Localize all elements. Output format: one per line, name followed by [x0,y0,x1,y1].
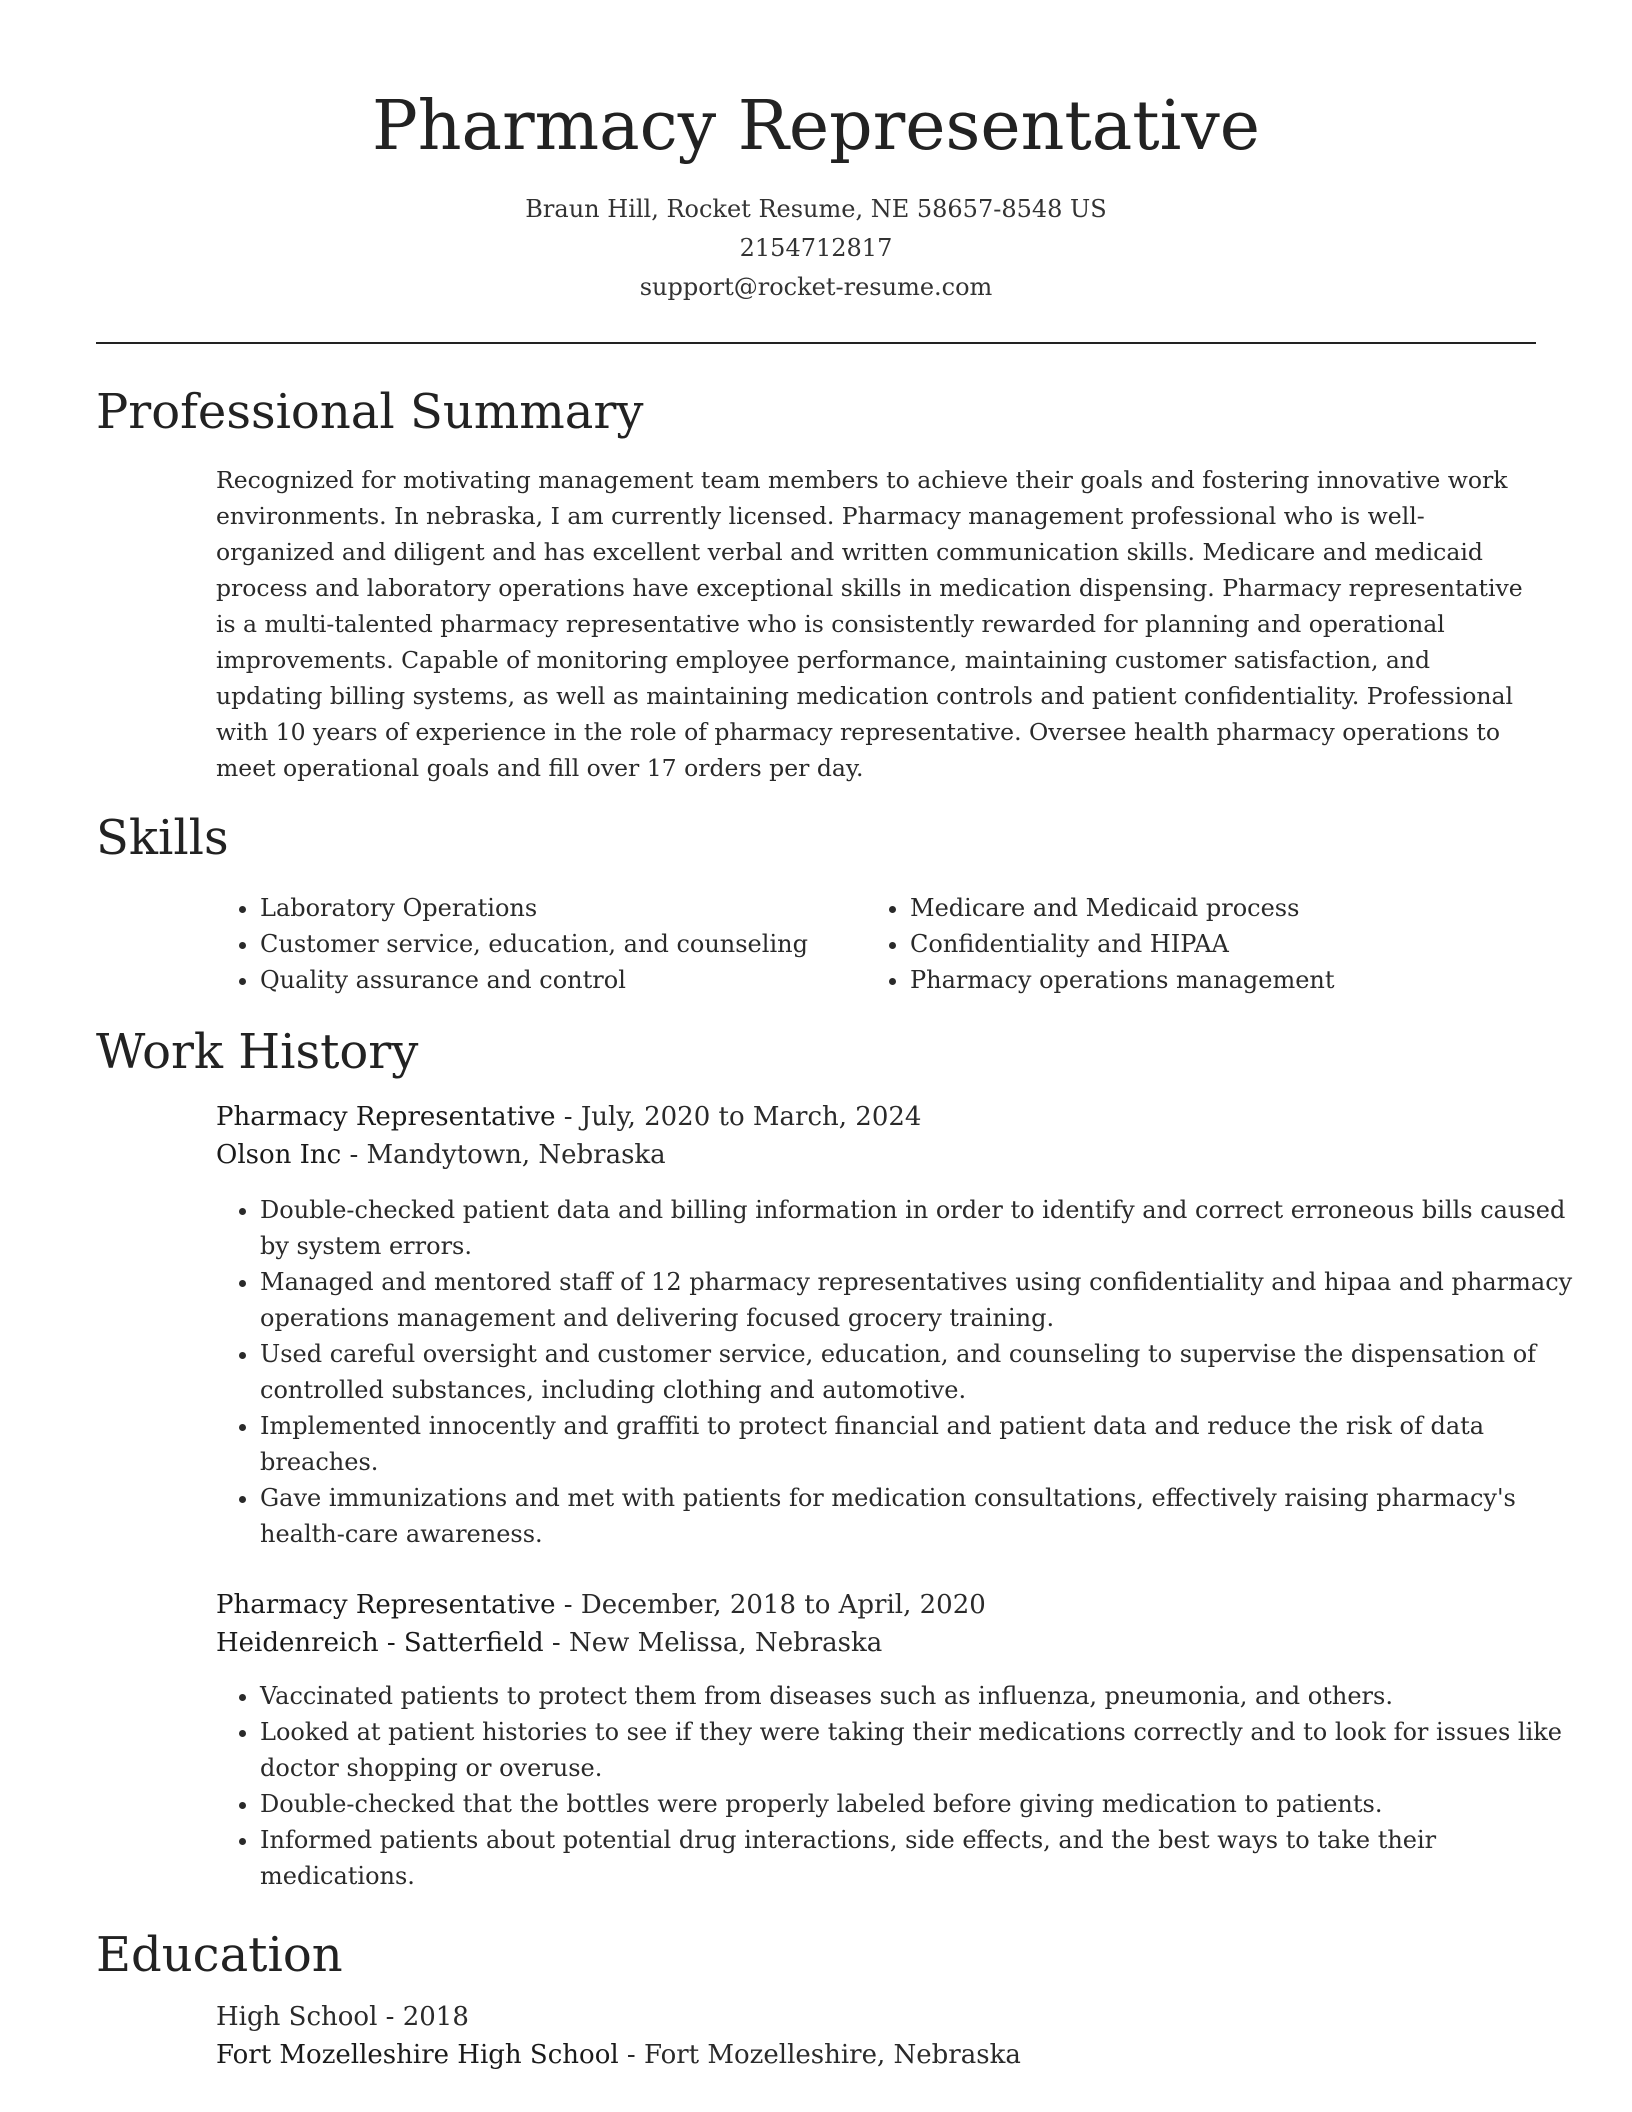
job-2-role: Pharmacy Representative [216,1590,556,1620]
job-2-company: Heidenreich - Satterfield [216,1628,544,1658]
job-bullet: • Vaccinated patients to protect them from diseases such as influenza, pneumonia, and others. [260,1678,1580,1714]
job-bullet: • Implemented innocently and graffiti to protect financial and patient data and reduce the risk of data breaches. [260,1408,1580,1480]
skill-item: • Medicare and Medicaid process [910,890,1335,926]
skills-column-2 [866,890,1335,998]
job-1-dates: - July, 2020 to March, 2024 [555,1102,922,1132]
job-bullet: • Gave immunizations and met with patients for medication consultations, effectively raising pharmacy's health-care awareness. [260,1480,1580,1552]
job-1-company: Olson Inc [216,1140,342,1170]
skills-column-1 [216,890,808,998]
summary-text: Recognized for motivating management team members to achieve their goals and fostering innovative work environments. In nebraska, I am currently licensed. Pharmacy management professional who is well-organized and diligent and has excellent verbal and written communication skills. Medicare and medicaid process and laboratory operations have exceptional skills in medication dispensing. Pharmacy representative is a multi-talented pharmacy representative who is consistently rewarded for planning and operational improvements. Capable of monitoring employee performance, maintaining customer satisfaction, and updating billing systems, as well as maintaining medication controls and patient confidentiality. Professional with 10 years of experience in the role of pharmacy representative. Oversee health pharmacy operations to meet operational goals and fill over 17 orders per day. [216,466,1523,782]
job-2-company-line [216,1624,882,1662]
job-2-bullets [216,1678,1580,1894]
education-degree-line [216,1998,469,2036]
skill-item: • Pharmacy operations management [910,962,1335,998]
job-2-location: - New Melissa, Nebraska [543,1628,883,1658]
contact-phone: 2154712817 [739,234,893,262]
skill-item: • Quality assurance and control [260,962,808,998]
job-2-dates: - December, 2018 to April, 2020 [555,1590,986,1620]
education-year: - 2018 [377,2002,469,2032]
job-2-title-line [216,1586,986,1624]
section-title-summary: Professional Summary [96,384,644,440]
job-bullet: • Looked at patient histories to see if they were taking their medications correctly and to look for issues like doctor shopping or overuse. [260,1714,1580,1786]
job-1-title-line [216,1098,921,1136]
job-1-company-line [216,1136,666,1174]
contact-email: support@rocket-resume.com [639,273,993,301]
job-bullet: • Double-checked patient data and billing information in order to identify and correct erroneous bills caused by system errors. [260,1192,1580,1264]
section-title-work-history: Work History [96,1024,419,1080]
job-bullet: • Double-checked that the bottles were properly labeled before giving medication to patients. [260,1786,1580,1822]
section-title-skills: Skills [96,810,229,866]
education-school: Fort Mozelleshire High School [216,2040,619,2070]
education-location: - Fort Mozelleshire, Nebraska [618,2040,1021,2070]
job-1-bullets [216,1192,1580,1552]
job-bullet: • Used careful oversight and customer service, education, and counseling to supervise the dispensation of controlled substances, including clothing and automotive. [260,1336,1580,1408]
skill-item: • Confidentiality and HIPAA [910,926,1335,962]
contact-address: Braun Hill, Rocket Resume, NE 58657-8548 US [525,195,1107,223]
skill-item: • Laboratory Operations [260,890,808,926]
job-1-location: - Mandytown, Nebraska [341,1140,666,1170]
candidate-name: Pharmacy Representative [372,87,1260,166]
header-divider [96,342,1536,344]
skill-item: • Customer service, education, and counseling [260,926,808,962]
job-1-role: Pharmacy Representative [216,1102,556,1132]
education-school-line [216,2036,1021,2074]
education-degree: High School [216,2002,378,2032]
section-title-education: Education [96,1927,343,1983]
job-bullet: • Informed patients about potential drug interactions, side effects, and the best ways to take their medications. [260,1822,1580,1894]
job-bullet: • Managed and mentored staff of 12 pharmacy representatives using confidentiality and hipaa and pharmacy operations management and delivering focused grocery training. [260,1264,1580,1336]
